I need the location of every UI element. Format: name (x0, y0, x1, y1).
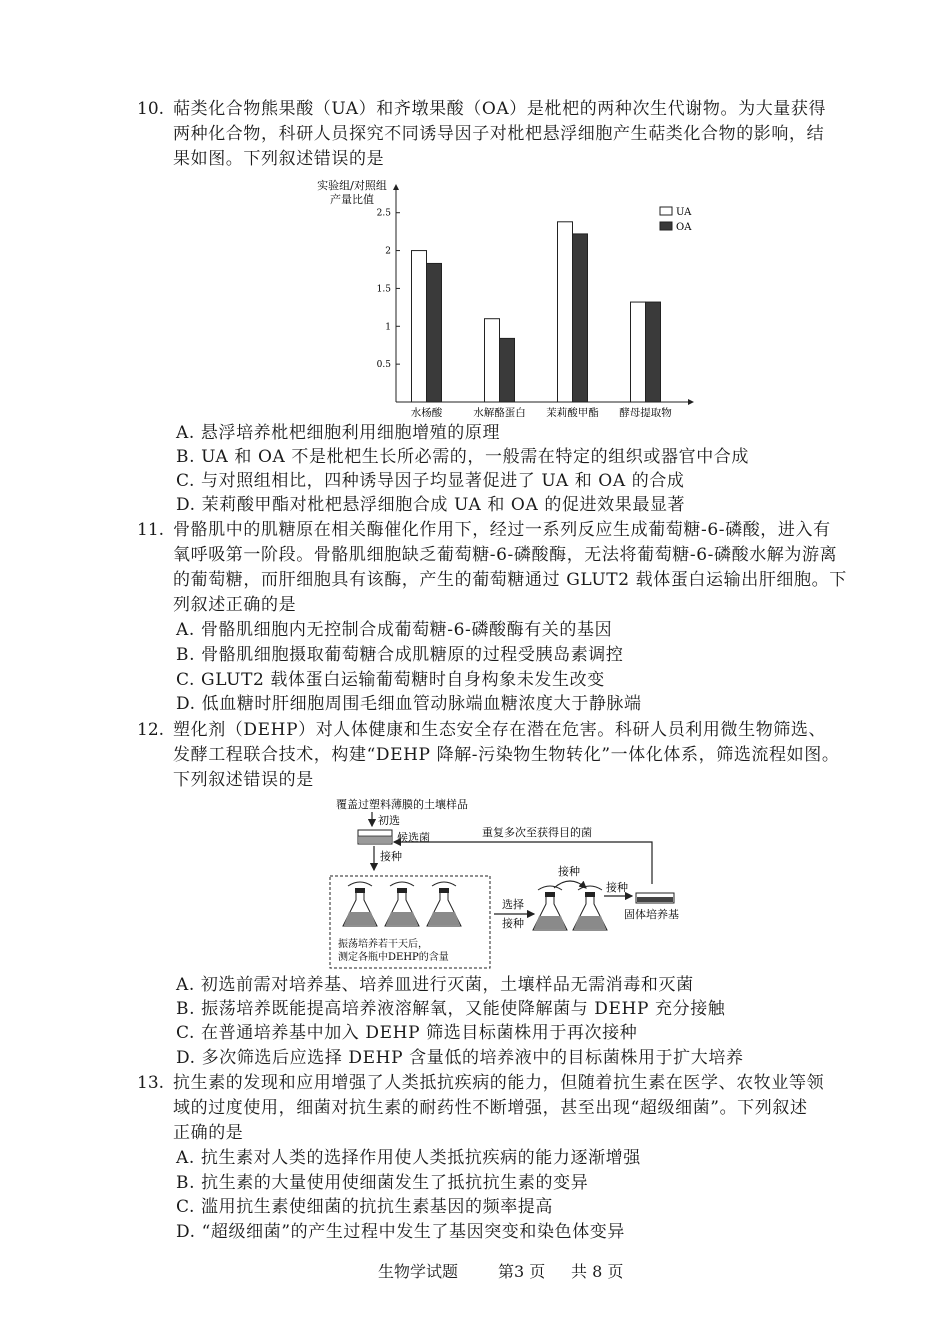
question-11-stem-line-1: 骨骼肌中的肌糖原在相关酶催化作用下，经过一系列反应生成葡萄糖-6-磷酸，进入有 (173, 520, 831, 540)
chart-x-axis-arrow (688, 399, 694, 405)
flask-icon (533, 886, 567, 930)
chart-bar-oa (500, 338, 515, 402)
question-10-option-d[interactable]: D. 茉莉酸甲酯对枇杷悬浮细胞合成 UA 和 OA 的促进效果最显著 (176, 495, 686, 515)
chart-bar-ua (412, 251, 427, 402)
question-11-stem-line-4: 列叙述正确的是 (173, 595, 297, 615)
arrow-inoculate-top (554, 881, 586, 888)
box-caption-line-1: 振荡培养若干天后， (338, 939, 428, 950)
footer-subject: 生物学试题 (378, 1262, 459, 1281)
question-11-stem-line-3: 的葡萄糖，而肝细胞具有该酶，产生的葡萄糖通过 GLUT2 载体蛋白运输出肝细胞。下 (173, 570, 847, 590)
question-13-stem-line-2: 域的过度使用，细菌对抗生素的耐药性不断增强，甚至出现“超级细菌”。下列叙述 (173, 1098, 808, 1118)
question-12-option-c[interactable]: C. 在普通培养基中加入 DEHP 筛选目标菌株用于再次接种 (176, 1023, 638, 1043)
question-10-option-b[interactable]: B. UA 和 OA 不是枇杷生长所必需的，一般需在特定的组织或器官中合成 (176, 447, 750, 467)
repeat-note-label: 重复多次至获得目的菌 (482, 826, 592, 839)
question-11-option-b[interactable]: B. 骨骼肌细胞摄取葡萄糖合成肌糖原的过程受胰岛素调控 (176, 645, 624, 665)
soil-sample-label: 覆盖过塑料薄膜的土壤样品 (336, 798, 468, 811)
chart-y-tick-label: 1 (385, 322, 391, 333)
chart-bar-oa (427, 263, 442, 402)
chart-ylabel-line-1: 实验组/对照组 (317, 179, 387, 192)
flask-icon (573, 886, 607, 930)
screening-flow-diagram (322, 796, 702, 974)
question-10-stem-line-3: 果如图。下列叙述错误的是 (173, 149, 385, 169)
chart-legend-label-oa: OA (676, 222, 692, 233)
chart-y-tick-label: 2.5 (376, 208, 391, 219)
question-13-stem-line-1: 抗生素的发现和应用增强了人类抵抗疾病的能力，但随着抗生素在医学、农牧业等领 (173, 1073, 825, 1093)
petri-dish-icon (358, 830, 392, 844)
question-13-option-b[interactable]: B. 抗生素的大量使用使细菌发生了抵抗抗生素的变异 (176, 1173, 589, 1193)
question-13-option-c[interactable]: C. 滥用抗生素使细菌的抗抗生素基因的频率提高 (176, 1197, 554, 1217)
chart-legend-swatch-ua (660, 207, 672, 215)
question-10-option-a[interactable]: A. 悬浮培养枇杷细胞利用细胞增殖的原理 (176, 423, 501, 443)
chart-category-label: 水杨酸 (410, 407, 443, 417)
candidate-bacteria-label: 候选菌 (397, 831, 430, 844)
question-10-option-c[interactable]: C. 与对照组相比，四种诱导因子均显著促进了 UA 和 OA 的合成 (176, 471, 685, 491)
footer-page-number: 第3 页 (498, 1262, 546, 1281)
question-11-option-d[interactable]: D. 低血糖时肝细胞周围毛细血管动脉端血糖浓度大于静脉端 (176, 694, 642, 714)
inoculate-top-label: 接种 (558, 865, 580, 878)
chart-legend-swatch-oa (660, 222, 672, 230)
inoculate-label-left: 接种 (380, 850, 402, 863)
repeat-loop-arrow (394, 842, 652, 884)
question-11-option-a[interactable]: A. 骨骼肌细胞内无控制合成葡萄糖-6-磷酸酶有关的基因 (176, 620, 613, 640)
chart-category-label: 酵母提取物 (619, 407, 672, 417)
select-inoculate-label: 接种 (502, 917, 524, 930)
initial-screen-label: 初选 (378, 814, 400, 827)
question-10-stem-line-1: 萜类化合物熊果酸（UA）和齐墩果酸（OA）是枇杷的两种次生代谢物。为大量获得 (173, 99, 827, 119)
chart-category-label: 水解酪蛋白 (473, 407, 526, 417)
question-12-stem-line-3: 下列叙述错误的是 (173, 770, 314, 790)
footer-total-pages: 共 8 页 (571, 1262, 624, 1281)
chart-y-tick-label: 2 (385, 246, 391, 257)
chart-y-tick-label: 1.5 (376, 284, 391, 295)
question-12-option-b[interactable]: B. 振荡培养既能提高培养液溶解氧，又能使降解菌与 DEHP 充分接触 (176, 999, 726, 1019)
question-12-option-d[interactable]: D. 多次筛选后应选择 DEHP 含量低的培养液中的目标菌株用于扩大培养 (176, 1048, 744, 1068)
question-13-stem-line-3: 正确的是 (173, 1123, 244, 1143)
solid-medium-label: 固体培养基 (624, 908, 679, 921)
inoculate-right-label: 接种 (606, 881, 628, 894)
select-label: 选择 (502, 898, 524, 911)
chart-y-tick-label: 0.5 (376, 360, 391, 371)
question-11-stem-line-2: 氧呼吸第一阶段。骨骼肌细胞缺乏葡萄糖-6-磷酸酶，无法将葡萄糖-6-磷酸水解为游离 (173, 545, 838, 565)
question-11-option-c[interactable]: C. GLUT2 载体蛋白运输葡萄糖时自身构象未发生改变 (176, 670, 605, 690)
flask-icon (385, 882, 419, 926)
chart-bar-oa (646, 302, 661, 402)
solid-medium-dish-icon (636, 893, 674, 903)
chart-legend-label-ua: UA (676, 207, 692, 218)
question-11-number: 11. (137, 520, 165, 540)
chart-bar-oa (573, 234, 588, 402)
question-12-number: 12. (137, 720, 165, 740)
question-13-option-a[interactable]: A. 抗生素对人类的选择作用使人类抵抗疾病的能力逐渐增强 (176, 1148, 641, 1168)
question-10-number: 10. (137, 99, 165, 119)
flask-icon (427, 882, 461, 926)
question-10-stem-line-2: 两种化合物，科研人员探究不同诱导因子对枇杷悬浮细胞产生萜类化合物的影响，结 (173, 124, 825, 144)
flask-icon (343, 882, 377, 926)
question-13-option-d[interactable]: D. “超级细菌”的产生过程中发生了基因突变和染色体变异 (176, 1222, 626, 1242)
box-caption-line-2: 测定各瓶中DEHP的含量 (338, 952, 449, 963)
chart-y-axis-arrow (393, 184, 399, 190)
chart-bar-ua (485, 319, 500, 402)
bar-chart-uo-oa-ratio (300, 172, 720, 417)
chart-ylabel-line-2: 产量比值 (330, 193, 374, 206)
question-12-stem-line-2: 发酵工程联合技术，构建“DEHP 降解-污染物生物转化”一体化体系，筛选流程如图。 (173, 745, 840, 765)
chart-category-label: 茉莉酸甲酯 (546, 407, 599, 417)
question-12-stem-line-1: 塑化剂（DEHP）对人体健康和生态安全存在潜在危害。科研人员利用微生物筛选、 (173, 720, 827, 740)
question-12-option-a[interactable]: A. 初选前需对培养基、培养皿进行灭菌，土壤样品无需消毒和灭菌 (176, 975, 694, 995)
chart-bar-ua (631, 302, 646, 402)
question-13-number: 13. (137, 1073, 165, 1093)
chart-bar-ua (558, 222, 573, 402)
